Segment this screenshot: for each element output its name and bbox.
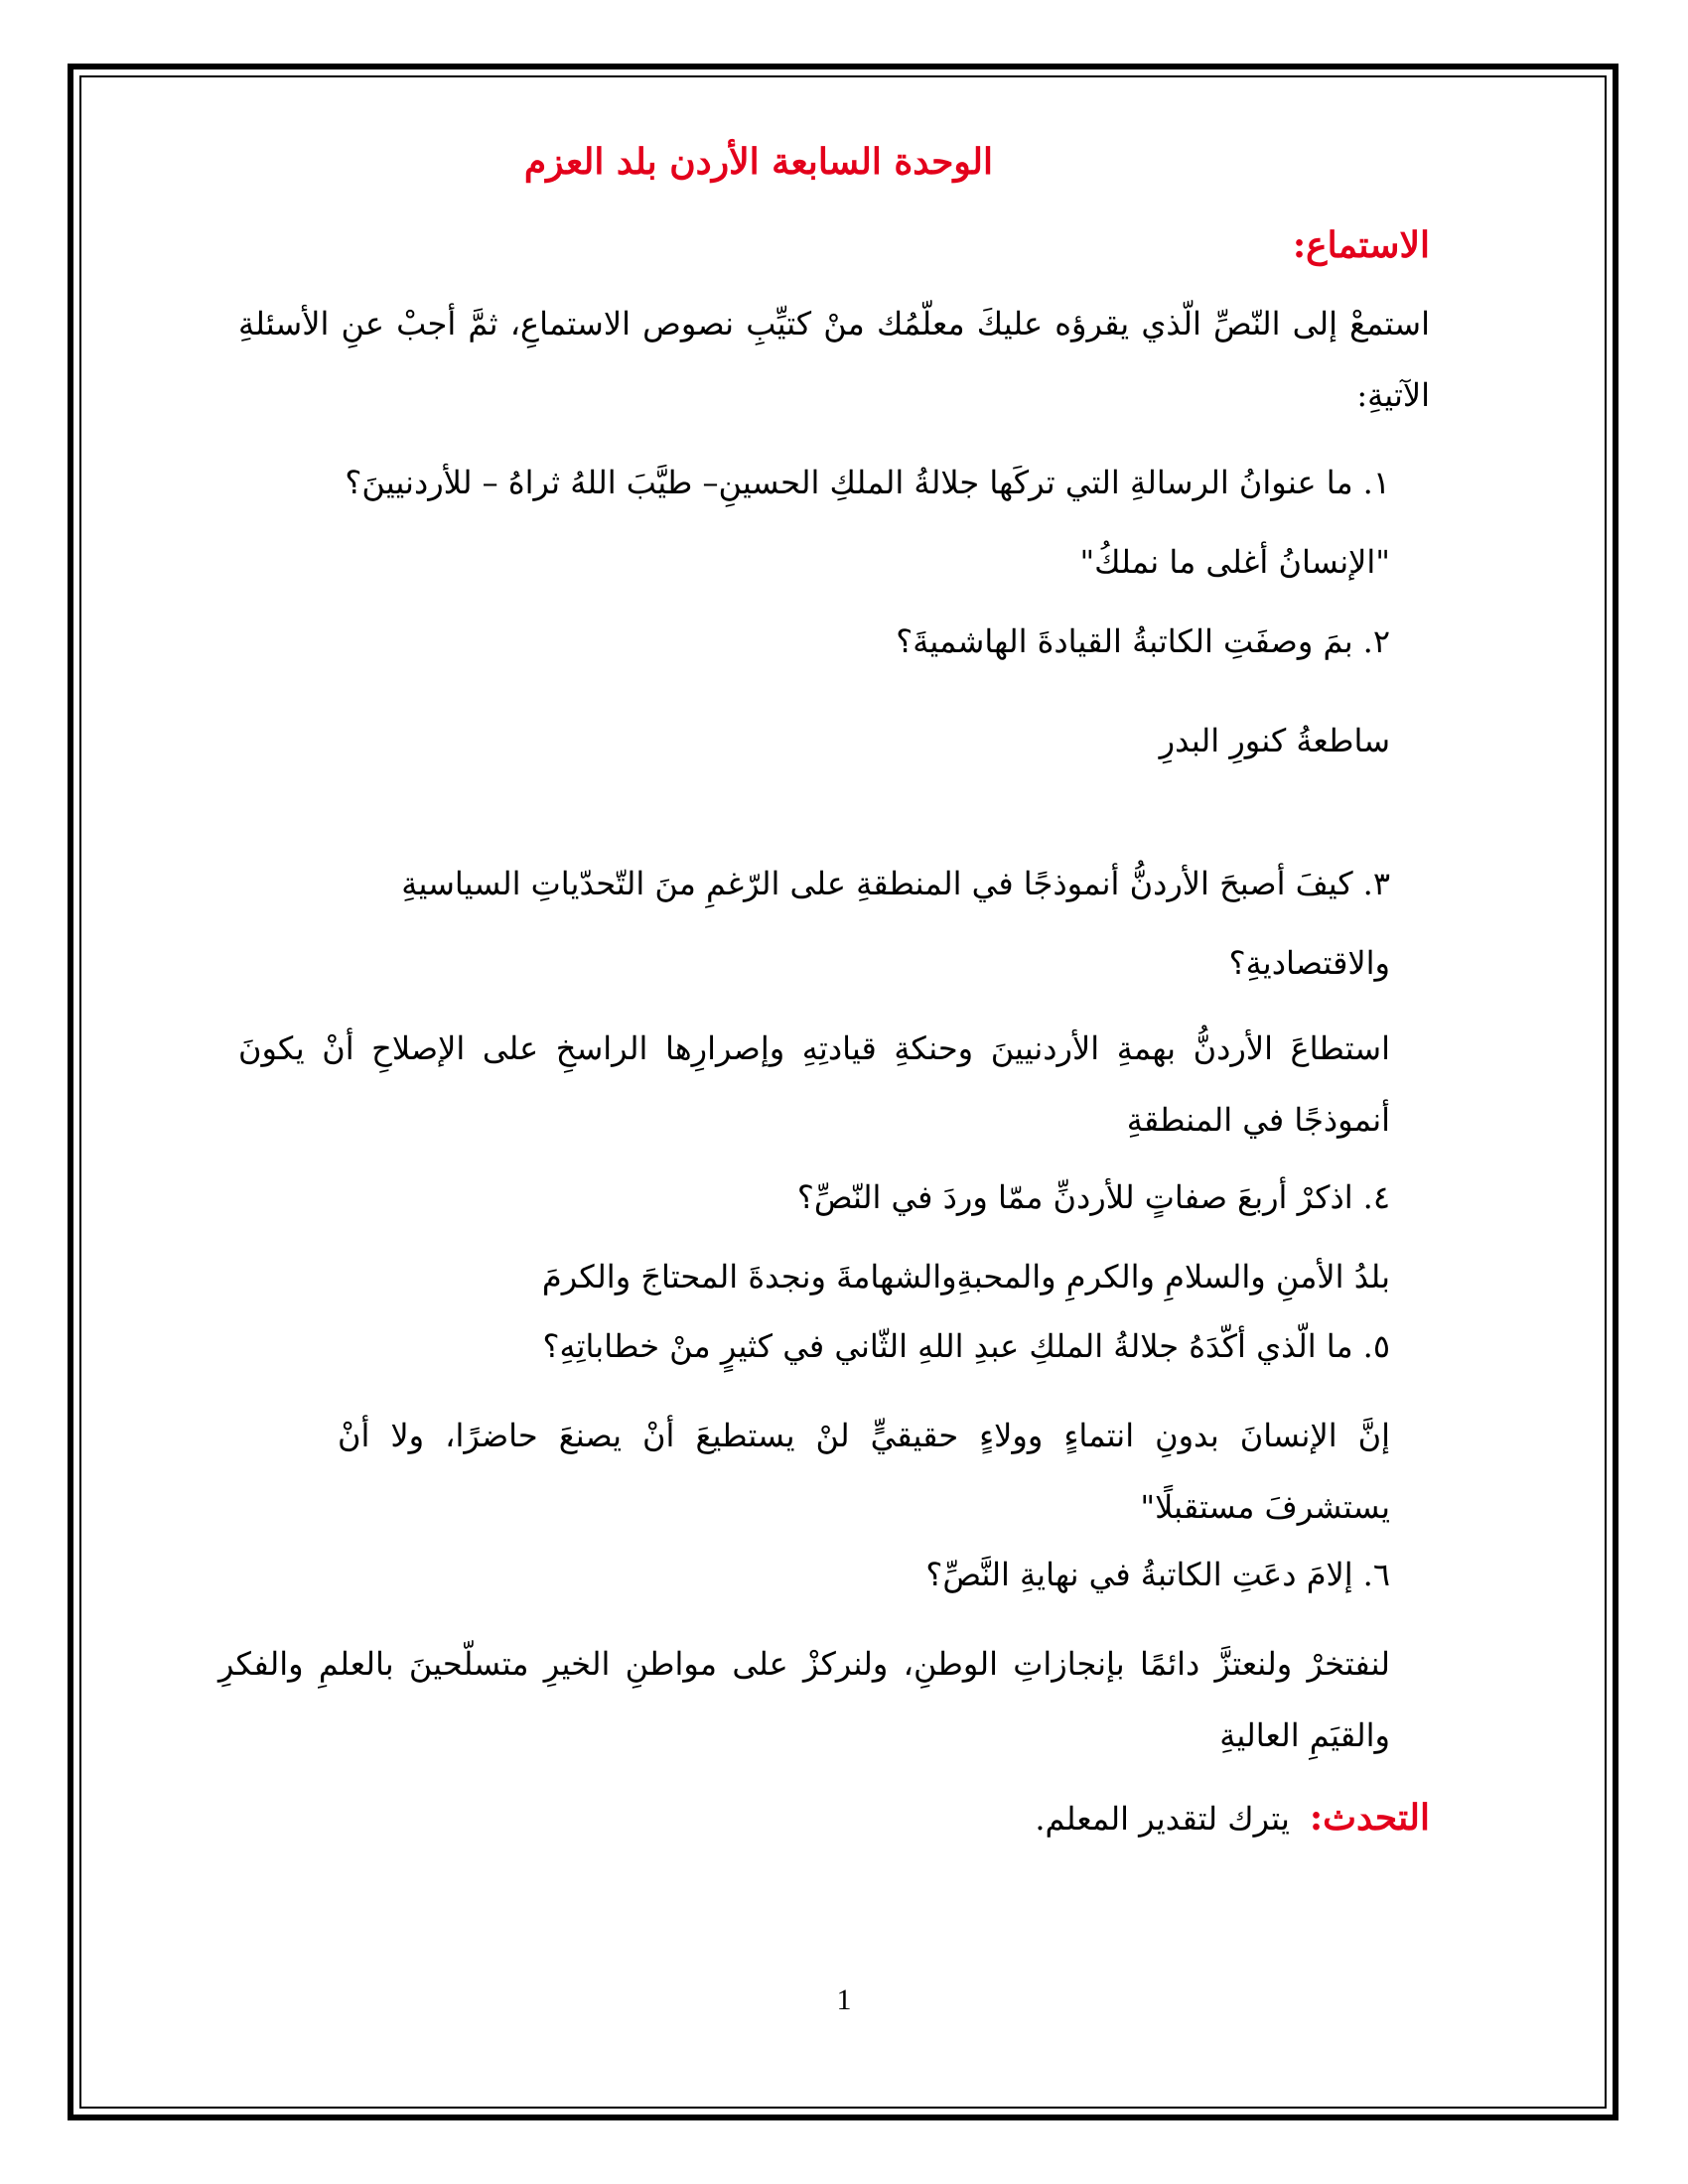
question-number: ١. (1362, 464, 1390, 501)
question-number: ٤. (1362, 1178, 1390, 1216)
question-2 (238, 606, 1390, 677)
question-number: ٥. (1362, 1327, 1390, 1365)
question-number: ٢. (1362, 622, 1390, 660)
question-text: اذكرْ أربعَ صفاتٍ للأردنِّ ممّا وردَ في النّصِّ؟ (796, 1178, 1353, 1216)
listening-instruction: استمعْ إلى النّصِّ الّذي يقرؤه عليكَ معلّمُك منْ كتيِّبِ نصوص الاستماعِ، ثمَّ أجبْ عنِ الأسئلةِ الآتيةِ: (238, 305, 1430, 414)
answer-5: إنَّ الإنسانَ بدونِ انتماءٍ وولاءٍ حقيقيٍّ لنْ يستطيعَ أنْ يصنعَ حاضرًا، ولا أنْ يستشرفَ مستقبلًا" (338, 1417, 1390, 1526)
answer-2: ساطعةُ كنورِ البدرِ (1159, 722, 1390, 759)
question-number: ٣. (1362, 865, 1390, 902)
question-4 (238, 1161, 1390, 1233)
question-6 (238, 1539, 1390, 1610)
question-text: كيفَ أصبحَ الأردنُّ أنموذجًا في المنطقةِ على الرّغمِ منَ التّحدّياتِ السياسيةِ والاقتصاديةِ؟ (401, 865, 1390, 982)
answer-3: استطاعَ الأردنُّ بهمةِ الأردنيينَ وحنكةِ قيادتِهِ وإصرارِها الراسخِ على الإصلاحِ أنْ يكونَ أنموذجًا في المنطقةِ (238, 1029, 1390, 1139)
question-3 (238, 844, 1390, 1003)
question-5 (238, 1310, 1390, 1382)
answer-6: لنفتخرْ ولنعتزَّ دائمًا بإنجازاتِ الوطنِ، ولنركزْ على مواطنِ الخيرِ متسلّحينَ بالعلمِ والفكرِ والقيَمِ العاليةِ (218, 1645, 1390, 1754)
document-page (218, 129, 1430, 2075)
answer-4: بلدُ الأمنِ والسلامِ والكرمِ والمحبةِوالشهامةَ ونجدةَ المحتاجَ والكرمَ (541, 1258, 1390, 1296)
unit-title: الوحدة السابعة الأردن بلد العزم (523, 141, 993, 183)
answer-1: "الإنسانُ أغلى ما نملكُ" (1079, 543, 1390, 581)
question-text: بمَ وصفَتِ الكاتبةُ القيادةَ الهاشميةَ؟ (896, 622, 1353, 660)
page-number: 1 (836, 1983, 852, 2016)
question-text: ما عنوانُ الرسالةِ التي تركَها جلالةُ الملكِ الحسينِ– طيَّبَ اللهُ ثراهُ – للأردنيينَ؟ (345, 464, 1353, 501)
listening-heading: الاستماع: (1292, 224, 1430, 266)
question-1 (238, 447, 1390, 518)
speaking-heading: التحدث: (1309, 1797, 1430, 1839)
speaking-text: يترك لتقدير المعلم. (1035, 1800, 1290, 1838)
speaking-section (1035, 1797, 1430, 1839)
question-number: ٦. (1362, 1556, 1390, 1593)
question-text: ما الّذي أكّدَهُ جلالةُ الملكِ عبدِ اللهِ الثّاني في كثيرٍ منْ خطاباتِهِ؟ (542, 1327, 1353, 1365)
question-text: إلامَ دعَتِ الكاتبةُ في نهايةِ النَّصِّ؟ (925, 1556, 1353, 1593)
